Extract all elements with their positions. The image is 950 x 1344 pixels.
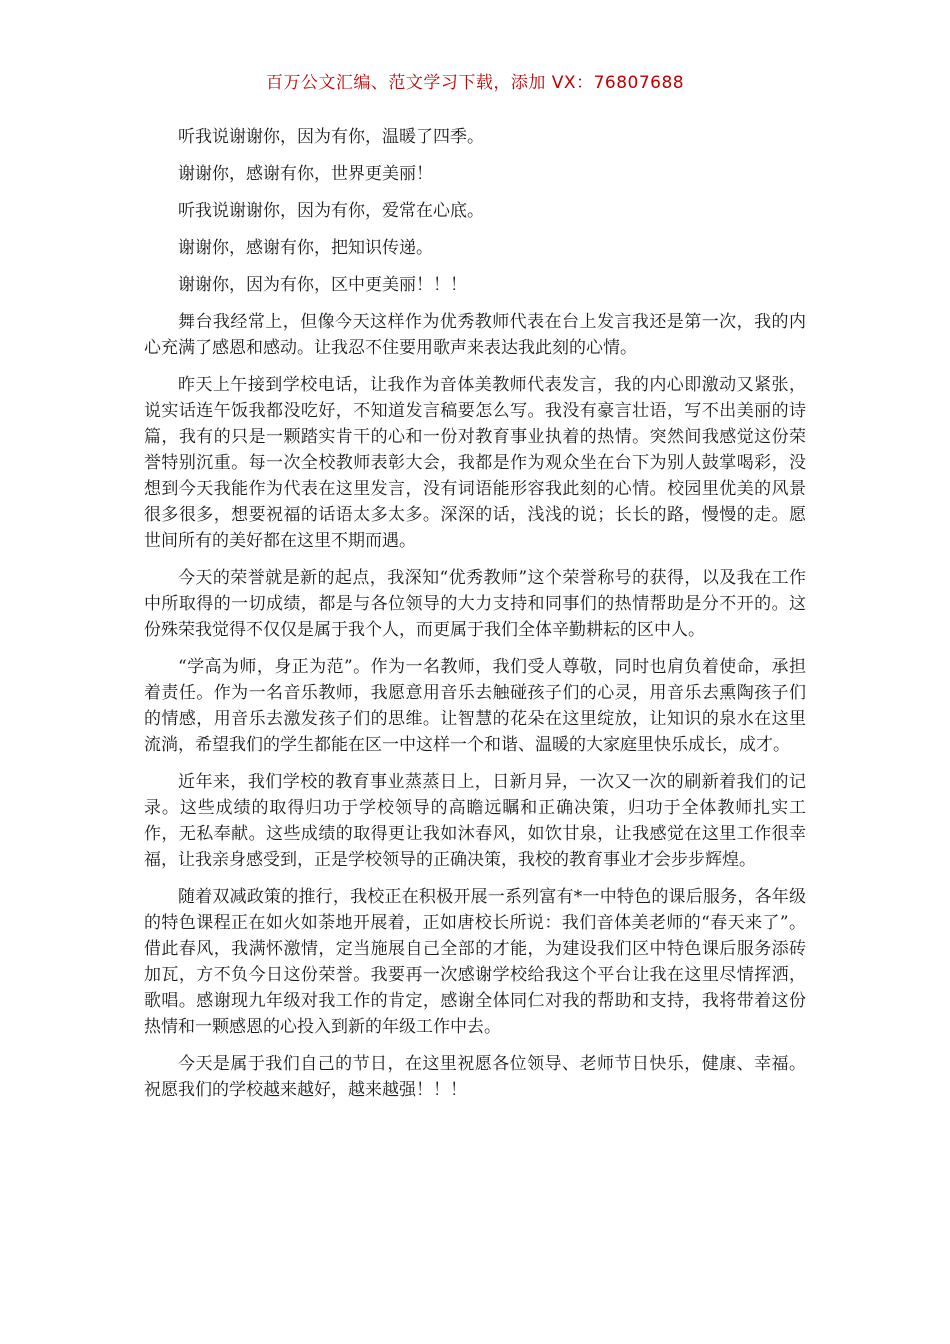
paragraph-2: 昨天上午接到学校电话，让我作为音体美教师代表发言，我的内心即激动又紧张，说实话连午饭我都没吃好，不知道发言稿要怎么写。我没有豪言壮语，写不出美丽的诗篇，我有的只是一颗踏实肯干的心和一份对教育事业执着的热情。突然间我感觉这份荣誉特别沉重。每一次全校教师表彰大会，我都是作为观众坐在台下为别人鼓掌喝彩，没想到今天我能作为代表在这里发言，没有词语能形容我此刻的心情。校园里优美的风景很多很多，想要祝福的话语太多太多。深深的话，浅浅的说；长长的路，慢慢的走。愿世间所有的美好都在这里不期而遇。 — [144, 375, 806, 551]
paragraph-5: 近年来，我们学校的教育事业蒸蒸日上，日新月异，一次又一次的刷新着我们的记录。这些成绩的取得归功于学校领导的高瞻远瞩和正确决策，归功于全体教师扎实工作，无私奉献。这些成绩的取得更让我如沐春风，如饮甘泉，让我感觉在这里工作很幸福，让我亲身感受到，正是学校领导的正确决策，我校的教育事业才会步步辉煌。 — [144, 772, 806, 870]
lyric-line-2: 谢谢你，感谢有你，世界更美丽！ — [178, 164, 433, 184]
paragraph-3: 今天的荣誉就是新的起点，我深知“优秀教师”这个荣誉称号的获得，以及我在工作中所取得的一切成绩，都是与各位领导的大力支持和同事们的热情帮助是分不开的。这份殊荣我觉得不仅仅是属于我个人，而更属于我们全体辛勤耕耘的区中人。 — [144, 568, 806, 640]
lyric-line-5: 谢谢你，因为有你，区中更美丽！！！ — [178, 275, 467, 295]
lyric-line-3: 听我说谢谢你，因为有你，爱常在心底。 — [178, 201, 484, 221]
paragraph-6: 随着双减政策的推行，我校正在积极开展一系列富有*一中特色的课后服务，各年级的特色课程正在如火如荼地开展着，正如唐校长所说：我们音体美老师的“春天来了”。借此春风，我满怀激情，定当施展自己全部的才能，为建设我们区中特色课后服务添砖加瓦，方不负今日这份荣誉。我要再一次感谢学校给我这个平台让我在这里尽情挥洒，歌唱。感谢现九年级对我工作的肯定，感谢全体同仁对我的帮助和支持，我将带着这份热情和一颗感恩的心投入到新的年级工作中去。 — [144, 887, 806, 1037]
paragraph-1: 舞台我经常上，但像今天这样作为优秀教师代表在台上发言我还是第一次，我的内心充满了感恩和感动。让我忍不住要用歌声来表达我此刻的心情。 — [144, 312, 806, 358]
paragraph-4: “学高为师，身正为范”。作为一名教师，我们受人尊敬，同时也肩负着使命，承担着责任。作为一名音乐教师，我愿意用音乐去触碰孩子们的心灵，用音乐去熏陶孩子们的情感，用音乐去激发孩子们的思维。让智慧的花朵在这里绽放，让知识的泉水在这里流淌，希望我们的学生都能在区一中这样一个和谐、温暖的大家庭里快乐成长，成才。 — [144, 657, 806, 755]
lyric-line-4: 谢谢你，感谢有你，把知识传递。 — [178, 238, 433, 258]
document-body — [144, 124, 806, 1114]
paragraph-7: 今天是属于我们自己的节日，在这里祝愿各位领导、老师节日快乐，健康、幸福。祝愿我们的学校越来越好，越来越强！！！ — [144, 1054, 806, 1100]
lyric-line-1: 听我说谢谢你，因为有你，温暖了四季。 — [178, 127, 484, 147]
header-banner: 百万公文汇编、范文学习下载，添加 VX：76807688 — [265, 73, 685, 93]
